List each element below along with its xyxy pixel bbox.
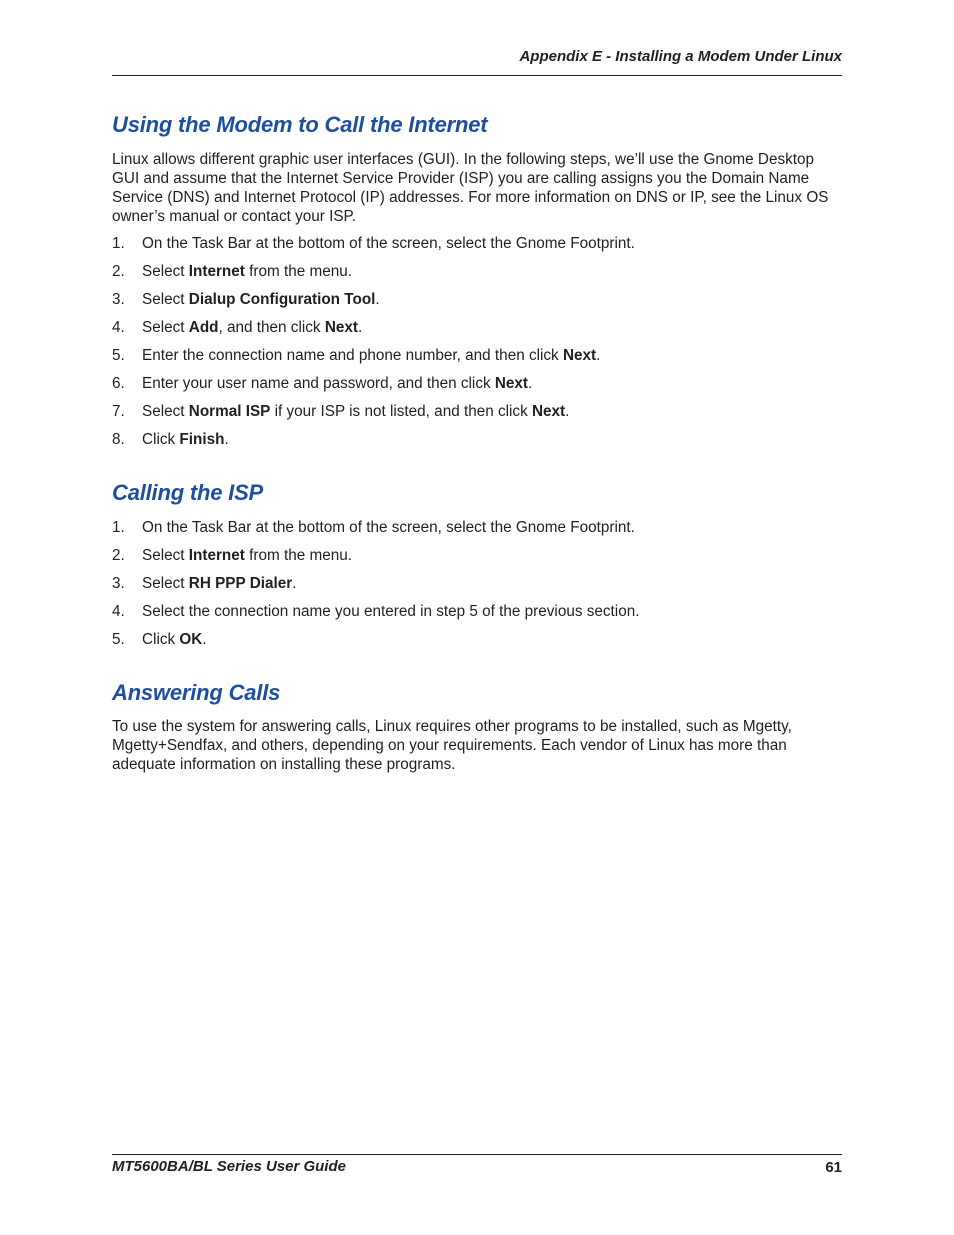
step-text-run: . [565,403,570,420]
step-text [142,374,532,393]
step-number: 5. [112,347,125,364]
step-text [142,546,352,565]
running-header: Appendix E - Installing a Modem Under Linux [519,48,842,65]
step-number: 4. [112,603,125,620]
section-title-answering-calls: Answering Calls [112,680,281,705]
header-rule [112,75,842,76]
section-intro: Linux allows different graphic user interfaces (GUI). In the following steps, we’ll use the Gnome Desktop GUI and assume that the Internet Service Provider (ISP) you are calling assigns you the Domain Name Service (DNS) and Internet Protocol (IP) addresses. For more information on DNS or IP, see the Linux OS owner’s manual or contact your ISP. [112,151,829,225]
list-item [112,262,842,290]
ui-term: Dialup Configuration Tool [188,291,376,308]
step-text-run: Select [142,291,189,308]
step-text-run: . [224,431,229,448]
list-item [112,290,842,318]
ui-term: Next [324,319,358,336]
ui-term: Next [494,375,529,392]
step-text [142,262,352,281]
step-number: 7. [112,403,125,420]
list-item [112,546,842,574]
footer-guide-title: MT5600BA/BL Series User Guide [112,1158,346,1175]
step-number: 4. [112,319,125,336]
list-item [112,430,842,458]
step-text [142,402,569,421]
step-number: 6. [112,375,125,392]
ui-term: Next [531,403,566,420]
step-text-run: . [357,319,363,336]
step-text [142,318,362,337]
step-number: 8. [112,431,125,448]
step-text [142,290,380,309]
ui-term: Internet [188,263,245,280]
step-text [142,630,207,649]
list-item [112,518,842,546]
step-number: 2. [112,547,125,564]
step-text-run: Select [142,575,189,592]
ui-term: OK [179,631,203,648]
step-text-run: . [596,347,601,364]
step-text-run: , and then click [218,319,325,336]
step-text [142,602,639,621]
list-item [112,234,842,262]
ui-term: Finish [179,431,225,448]
list-item [112,574,842,602]
step-number: 1. [112,235,125,252]
step-text [142,518,635,537]
steps-list-internet [112,234,842,458]
step-text-run: Enter the connection name and phone number, and then click [142,347,563,364]
ui-term: Internet [188,547,245,564]
step-text-run: . [292,575,297,592]
step-text [142,430,229,449]
step-text [142,346,600,365]
step-number: 3. [112,575,125,592]
step-text-run: from the menu. [244,263,352,280]
step-number: 1. [112,519,125,536]
step-text [142,574,296,593]
step-number: 3. [112,291,125,308]
ui-term: RH PPP Dialer [188,575,293,592]
ui-term: Normal ISP [188,403,271,420]
steps-list-calling-isp [112,518,842,658]
list-item [112,630,842,658]
step-text-run: On the Task Bar at the bottom of the screen, select the Gnome Footprint. [142,519,635,536]
step-text-run: . [202,631,207,648]
step-text-run: Select [142,263,189,280]
step-text [142,234,635,253]
step-text-run: Select the connection name you entered in step 5 of the previous section. [142,603,640,620]
list-item [112,602,842,630]
step-text-run: Click [142,631,180,648]
step-text-run: . [375,291,380,308]
step-text-run: Select [142,319,189,336]
list-item [112,346,842,374]
list-item [112,374,842,402]
ui-term: Add [188,319,219,336]
step-text-run: On the Task Bar at the bottom of the screen, select the Gnome Footprint. [142,235,635,252]
step-number: 5. [112,631,125,648]
step-text-run: Select [142,403,189,420]
ui-term: Next [562,347,597,364]
step-text-run: Select [142,547,189,564]
list-item [112,402,842,430]
step-number: 2. [112,263,125,280]
step-text-run: Click [142,431,180,448]
step-text-run: Enter your user name and password, and then click [142,375,495,392]
section-title-using-modem: Using the Modem to Call the Internet [112,112,488,137]
step-text-run: . [528,375,533,392]
list-item [112,318,842,346]
step-text-run: from the menu. [244,547,352,564]
step-text-run: if your ISP is not listed, and then click [270,403,532,420]
footer-page-number: 61 [825,1159,842,1176]
section-title-calling-isp: Calling the ISP [112,480,264,505]
footer-rule [112,1154,842,1155]
section-body-answering: To use the system for answering calls, Linux requires other programs to be installed, such as Mgetty, Mgetty+Sendfax, and others, depending on your requirements. Each vendor of Linux has more than adequate information on installing these programs. [112,718,792,773]
